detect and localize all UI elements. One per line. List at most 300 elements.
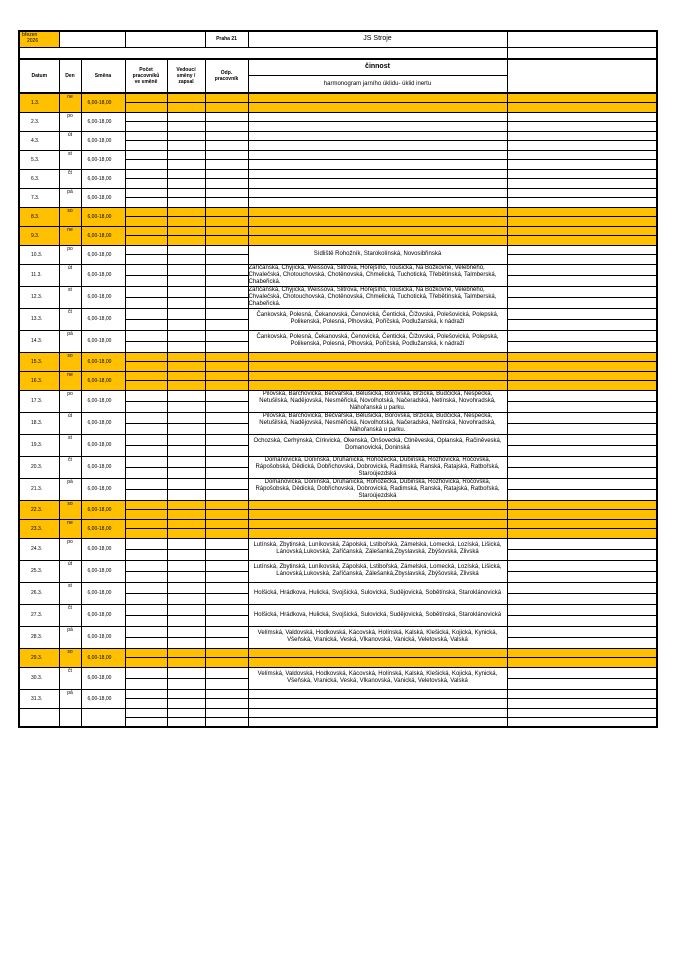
row-responsible	[205, 478, 248, 500]
row-date: 27.3.	[19, 604, 59, 626]
row-shift: 6,00-18,00	[81, 626, 125, 648]
row-shift: 6,00-18,00	[81, 330, 125, 352]
row-date: 20.3.	[19, 456, 59, 478]
row-workers	[125, 207, 167, 226]
row-date: 12.3.	[19, 286, 59, 308]
row-responsible	[205, 500, 248, 519]
row-date: 24.3.	[19, 538, 59, 560]
row-responsible	[205, 93, 248, 112]
row-extra	[507, 264, 657, 286]
row-extra	[507, 150, 657, 169]
table-row	[19, 456, 657, 478]
table-row	[19, 604, 657, 626]
row-shift: 6,00-18,00	[81, 150, 125, 169]
row-extra	[507, 207, 657, 226]
row-shift: 6,00-18,00	[81, 286, 125, 308]
col-workers-header	[125, 59, 167, 93]
row-responsible	[205, 207, 248, 226]
row-date: 19.3.	[19, 434, 59, 456]
row-date: 10.3.	[19, 245, 59, 264]
row-workers	[125, 93, 167, 112]
row-workers	[125, 330, 167, 352]
row-shift: 6,00-18,00	[81, 226, 125, 245]
row-date: 6.3.	[19, 169, 59, 188]
table-row	[19, 330, 657, 352]
row-responsible	[205, 226, 248, 245]
row-workers	[125, 264, 167, 286]
row-activity	[248, 352, 507, 371]
row-day: pá	[59, 330, 81, 352]
row-date: 16.3.	[19, 371, 59, 390]
row-day: ne	[59, 371, 81, 390]
row-lead	[167, 390, 205, 412]
row-activity: Pilovská, Barchovická, Bečvářská, Bělušická, Borovská, Brzická, Budčická, Nespecká, Netušilská, Nadějovská, Nesměřická, Novolhotská, Načeradská, Netínská, Novohradská, Náhořanská u parku.	[248, 390, 507, 412]
row-activity: Lutínská, Zbytinská, Luníkovská, Zápolská, Lstibořská, Zámelská, Lomecká, Lozíská, Lišická, Lánovská,Lukovská, Zaříčanská, Zálešanká,Zbyslavská, Zbýšovská, Zlivská	[248, 560, 507, 582]
row-lead	[167, 330, 205, 352]
row-workers	[125, 689, 167, 708]
spacer-row	[19, 47, 507, 59]
row-shift: 6,00-18,00	[81, 582, 125, 604]
row-extra	[507, 390, 657, 412]
table-row	[19, 207, 657, 226]
row-shift: 6,00-18,00	[81, 667, 125, 689]
schedule-table	[18, 30, 658, 728]
row-activity: Zaříčanská, Chyjická, Weissova, Šlitrova, Hořejšího, Toušická, Na Božkovně, Velebného, Chvalečská, Chotouchovská, Chotěnovská, Chmelická, Tuchotická, Třebětínská, Talmberská, Chabeřická.	[248, 264, 507, 286]
row-day: po	[59, 245, 81, 264]
row-extra	[507, 582, 657, 604]
row-day: čt	[59, 308, 81, 330]
activity-subtitle: harmonogram jarního úklidu- úklid inertu	[248, 75, 507, 93]
row-responsible	[205, 582, 248, 604]
row-activity: Velímská, Valdovská, Hodkovská, Kácovská, Holínská, Kalská, Klešická, Kojická, Kynická, Všeňská, Vranická, Veská, Vlkanovská, Vanická, Veletovská, Valská	[248, 626, 507, 648]
table-row	[19, 648, 657, 667]
row-workers	[125, 648, 167, 667]
table-row	[19, 560, 657, 582]
row-activity: Domanovická, Doninská, Druhanická, Rohozecká, Dubinská, Rozhovická, Ročovská, Rápošobská, Dědická, Dobřichovská, Dobrovická, Radimská, Ranská, Ratajská, Ratbořská, Staroújezdská	[248, 456, 507, 478]
table-row	[19, 434, 657, 456]
row-extra	[507, 93, 657, 112]
table-row	[19, 519, 657, 538]
row-workers	[125, 708, 167, 727]
row-date: 11.3.	[19, 264, 59, 286]
row-responsible	[205, 412, 248, 434]
row-responsible	[205, 150, 248, 169]
row-responsible	[205, 371, 248, 390]
row-shift: 6,00-18,00	[81, 131, 125, 150]
row-responsible	[205, 390, 248, 412]
row-responsible	[205, 169, 248, 188]
row-workers	[125, 582, 167, 604]
row-shift: 6,00-18,00	[81, 188, 125, 207]
table-row	[19, 667, 657, 689]
row-workers	[125, 667, 167, 689]
row-day: út	[59, 560, 81, 582]
row-activity	[248, 207, 507, 226]
row-activity: Sídliště Rohožník, Starokolínská, Novosibřinská	[248, 245, 507, 264]
table-row	[19, 131, 657, 150]
row-date: 30.3.	[19, 667, 59, 689]
row-lead	[167, 412, 205, 434]
blank-title-cell	[59, 31, 125, 47]
row-responsible	[205, 188, 248, 207]
row-lead	[167, 538, 205, 560]
table-row	[19, 112, 657, 131]
spacer-right	[507, 47, 657, 59]
row-day: út	[59, 264, 81, 286]
row-activity	[248, 169, 507, 188]
row-responsible	[205, 560, 248, 582]
workers-line-2: pracovníků	[132, 73, 160, 79]
district-label: Praha 21	[205, 31, 248, 47]
row-date: 29.3.	[19, 648, 59, 667]
table-row	[19, 478, 657, 500]
row-activity	[248, 648, 507, 667]
resp-line-2: pracovník	[214, 76, 239, 82]
row-activity: Zaříčanská, Chyjická, Weissova, Šlitrova, Hořejšího, Toušická, Na Božkovně, Velebného, Chvalečská, Chotouchovská, Chotěnovská, Chmelická, Tuchotická, Třebětínská, Talmberská, Chabeřická.	[248, 286, 507, 308]
col-activity-header: činnost	[248, 59, 507, 75]
row-responsible	[205, 286, 248, 308]
row-day: st	[59, 286, 81, 308]
row-activity: Holšická, Hrádkova, Hulická, Svojšická, Sulovická, Sudějovická, Sobětínská, Staroklánovická	[248, 604, 507, 626]
row-extra	[507, 667, 657, 689]
year-label: 2026	[27, 38, 39, 44]
row-responsible	[205, 689, 248, 708]
row-lead	[167, 689, 205, 708]
row-lead	[167, 308, 205, 330]
row-date: 26.3.	[19, 582, 59, 604]
row-lead	[167, 112, 205, 131]
row-lead	[167, 500, 205, 519]
row-workers	[125, 500, 167, 519]
col-responsible-header	[205, 59, 248, 93]
table-row	[19, 412, 657, 434]
row-date: 4.3.	[19, 131, 59, 150]
row-day: pá	[59, 478, 81, 500]
row-extra	[507, 500, 657, 519]
row-activity: Pilovská, Barchovická, Bečvářská, Bělušická, Borovská, Brzická, Budčická, Nespecká, Netušilská, Nadějovská, Nesměřická, Novolhotská, Načeradská, Netínská, Novohradská, Náhořanská u parku.	[248, 412, 507, 434]
row-date: 28.3.	[19, 626, 59, 648]
table-row	[19, 582, 657, 604]
row-lead	[167, 188, 205, 207]
row-workers	[125, 226, 167, 245]
row-responsible	[205, 538, 248, 560]
row-shift: 6,00-18,00	[81, 390, 125, 412]
col-shift-header: Směna	[81, 59, 125, 93]
row-workers	[125, 412, 167, 434]
table-row	[19, 500, 657, 519]
table-row	[19, 264, 657, 286]
row-day: pá	[59, 626, 81, 648]
row-day: út	[59, 131, 81, 150]
row-activity	[248, 112, 507, 131]
row-workers	[125, 188, 167, 207]
row-lead	[167, 150, 205, 169]
row-day: pá	[59, 188, 81, 207]
row-activity	[248, 371, 507, 390]
row-date: 22.3.	[19, 500, 59, 519]
row-responsible	[205, 519, 248, 538]
row-day	[59, 708, 81, 727]
row-extra	[507, 538, 657, 560]
row-shift: 6,00-18,00	[81, 500, 125, 519]
row-workers	[125, 519, 167, 538]
row-activity: Holšická, Hrádkova, Hulická, Svojšická, Sulovická, Sudějovická, Sobětínská, Staroklánovická	[248, 582, 507, 604]
table-row	[19, 689, 657, 708]
row-shift: 6,00-18,00	[81, 412, 125, 434]
row-lead	[167, 93, 205, 112]
row-date: 14.3.	[19, 330, 59, 352]
row-day: st	[59, 582, 81, 604]
row-lead	[167, 371, 205, 390]
row-date: 7.3.	[19, 188, 59, 207]
row-date: 23.3.	[19, 519, 59, 538]
row-activity	[248, 93, 507, 112]
row-lead	[167, 434, 205, 456]
row-activity: Čankovská, Polesná, Čekanovská, Čenovická, Čentická, Čížovská, Polešovická, Polepská, Polikenská, Polesná, Plhovská, Poříčská, Podlužanská, k nádraží	[248, 330, 507, 352]
row-day: st	[59, 150, 81, 169]
row-shift: 6,00-18,00	[81, 434, 125, 456]
workers-line-1: Počet	[139, 67, 153, 73]
table-row	[19, 150, 657, 169]
row-activity	[248, 188, 507, 207]
row-responsible	[205, 434, 248, 456]
row-day: ne	[59, 93, 81, 112]
row-lead	[167, 648, 205, 667]
workers-line-3: ve směně	[134, 79, 158, 85]
row-workers	[125, 434, 167, 456]
row-lead	[167, 708, 205, 727]
row-lead	[167, 604, 205, 626]
row-responsible	[205, 604, 248, 626]
row-shift: 6,00-18,00	[81, 689, 125, 708]
table-row	[19, 626, 657, 648]
resp-line-1: Odp.	[220, 70, 233, 76]
row-extra	[507, 478, 657, 500]
table-row	[19, 352, 657, 371]
row-extra	[507, 286, 657, 308]
row-responsible	[205, 264, 248, 286]
row-extra	[507, 648, 657, 667]
row-lead	[167, 226, 205, 245]
table-row	[19, 188, 657, 207]
row-day: čt	[59, 604, 81, 626]
table-row	[19, 286, 657, 308]
row-date: 18.3.	[19, 412, 59, 434]
row-lead	[167, 131, 205, 150]
row-lead	[167, 264, 205, 286]
row-shift: 6,00-18,00	[81, 93, 125, 112]
row-extra	[507, 330, 657, 352]
row-day: ne	[59, 226, 81, 245]
row-date: 21.3.	[19, 478, 59, 500]
row-shift: 6,00-18,00	[81, 308, 125, 330]
row-workers	[125, 390, 167, 412]
row-extra	[507, 560, 657, 582]
row-lead	[167, 352, 205, 371]
row-responsible	[205, 330, 248, 352]
row-workers	[125, 245, 167, 264]
row-workers	[125, 371, 167, 390]
row-shift: 6,00-18,00	[81, 245, 125, 264]
row-responsible	[205, 352, 248, 371]
row-shift: 6,00-18,00	[81, 519, 125, 538]
row-responsible	[205, 648, 248, 667]
row-day: út	[59, 412, 81, 434]
row-lead	[167, 286, 205, 308]
row-shift	[81, 708, 125, 727]
table-row	[19, 371, 657, 390]
row-day: so	[59, 352, 81, 371]
row-extra	[507, 112, 657, 131]
lead-line-1: Vedoucí	[176, 67, 196, 73]
row-extra	[507, 604, 657, 626]
row-workers	[125, 169, 167, 188]
row-shift: 6,00-18,00	[81, 264, 125, 286]
lead-line-2: směny /	[176, 73, 196, 79]
row-day: pá	[59, 689, 81, 708]
row-activity: Lutínská, Zbytinská, Luníkovská, Zápolská, Lstibořská, Zámelská, Lomecká, Lozíská, Lišická, Lánovská,Lukovská, Zaříčanská, Zálešanká,Zbyslavská, Zbýšovská, Zlivská	[248, 538, 507, 560]
row-activity	[248, 500, 507, 519]
row-workers	[125, 626, 167, 648]
row-workers	[125, 478, 167, 500]
row-date: 1.3.	[19, 93, 59, 112]
row-workers	[125, 538, 167, 560]
row-workers	[125, 560, 167, 582]
table-row	[19, 538, 657, 560]
row-responsible	[205, 626, 248, 648]
row-workers	[125, 308, 167, 330]
row-activity	[248, 708, 507, 727]
row-day: so	[59, 207, 81, 226]
row-extra	[507, 308, 657, 330]
row-lead	[167, 245, 205, 264]
row-extra	[507, 226, 657, 245]
row-activity	[248, 131, 507, 150]
row-lead	[167, 207, 205, 226]
row-day: ne	[59, 519, 81, 538]
row-lead	[167, 560, 205, 582]
row-lead	[167, 456, 205, 478]
row-activity	[248, 226, 507, 245]
row-date	[19, 708, 59, 727]
row-shift: 6,00-18,00	[81, 456, 125, 478]
row-workers	[125, 286, 167, 308]
row-extra	[507, 188, 657, 207]
row-workers	[125, 604, 167, 626]
row-workers	[125, 352, 167, 371]
row-activity	[248, 519, 507, 538]
row-shift: 6,00-18,00	[81, 538, 125, 560]
row-extra	[507, 456, 657, 478]
lead-line-3: zapsal	[178, 79, 194, 85]
row-workers	[125, 112, 167, 131]
row-activity: Čankovská, Polesná, Čekanovská, Čenovická, Čentická, Čížovská, Polešovická, Polepská, Polikenská, Polesná, Plhovská, Poříčská, Podlužanská, k nádraží	[248, 308, 507, 330]
row-day: so	[59, 648, 81, 667]
col-lead-header	[167, 59, 205, 93]
row-day: so	[59, 500, 81, 519]
month-cell	[19, 31, 59, 47]
row-lead	[167, 667, 205, 689]
row-responsible	[205, 245, 248, 264]
blank-title-cell-2	[125, 31, 205, 47]
row-lead	[167, 519, 205, 538]
row-extra	[507, 689, 657, 708]
table-row	[19, 708, 657, 727]
row-shift: 6,00-18,00	[81, 371, 125, 390]
row-date: 17.3.	[19, 390, 59, 412]
month-label: březen	[22, 32, 38, 38]
schedule-sheet	[18, 30, 656, 728]
table-row	[19, 226, 657, 245]
row-day: po	[59, 390, 81, 412]
row-date: 8.3.	[19, 207, 59, 226]
row-shift: 6,00-18,00	[81, 352, 125, 371]
row-date: 31.3.	[19, 689, 59, 708]
row-extra	[507, 245, 657, 264]
row-responsible	[205, 112, 248, 131]
company-name: JS Stroje	[248, 31, 507, 47]
row-extra	[507, 708, 657, 727]
row-date: 25.3.	[19, 560, 59, 582]
row-workers	[125, 150, 167, 169]
table-row	[19, 169, 657, 188]
row-shift: 6,00-18,00	[81, 560, 125, 582]
row-day: st	[59, 434, 81, 456]
row-activity: Ochozská, Cerhýnská, Církvická, Okenská, Onšovecká, Ctiněveská, Oplanská, Račiněveská, Domanovická, Doninská	[248, 434, 507, 456]
table-row	[19, 93, 657, 112]
row-activity	[248, 689, 507, 708]
row-responsible	[205, 456, 248, 478]
row-workers	[125, 456, 167, 478]
table-row	[19, 245, 657, 264]
row-date: 13.3.	[19, 308, 59, 330]
row-lead	[167, 582, 205, 604]
row-shift: 6,00-18,00	[81, 112, 125, 131]
row-shift: 6,00-18,00	[81, 169, 125, 188]
row-day: čt	[59, 667, 81, 689]
row-date: 2.3.	[19, 112, 59, 131]
row-shift: 6,00-18,00	[81, 648, 125, 667]
row-date: 15.3.	[19, 352, 59, 371]
row-shift: 6,00-18,00	[81, 207, 125, 226]
row-date: 9.3.	[19, 226, 59, 245]
row-date: 5.3.	[19, 150, 59, 169]
row-extra	[507, 352, 657, 371]
row-extra	[507, 371, 657, 390]
blank-title-right	[507, 31, 657, 47]
row-extra	[507, 434, 657, 456]
row-responsible	[205, 708, 248, 727]
row-day: po	[59, 538, 81, 560]
row-workers	[125, 131, 167, 150]
row-responsible	[205, 131, 248, 150]
row-extra	[507, 169, 657, 188]
row-lead	[167, 478, 205, 500]
row-responsible	[205, 667, 248, 689]
schedule-rows	[19, 93, 657, 727]
row-day: čt	[59, 456, 81, 478]
table-row	[19, 390, 657, 412]
row-lead	[167, 626, 205, 648]
col-day-header: Den	[59, 59, 81, 93]
table-row	[19, 308, 657, 330]
row-day: po	[59, 112, 81, 131]
row-lead	[167, 169, 205, 188]
row-shift: 6,00-18,00	[81, 604, 125, 626]
row-extra	[507, 131, 657, 150]
row-shift: 6,00-18,00	[81, 478, 125, 500]
row-activity	[248, 150, 507, 169]
